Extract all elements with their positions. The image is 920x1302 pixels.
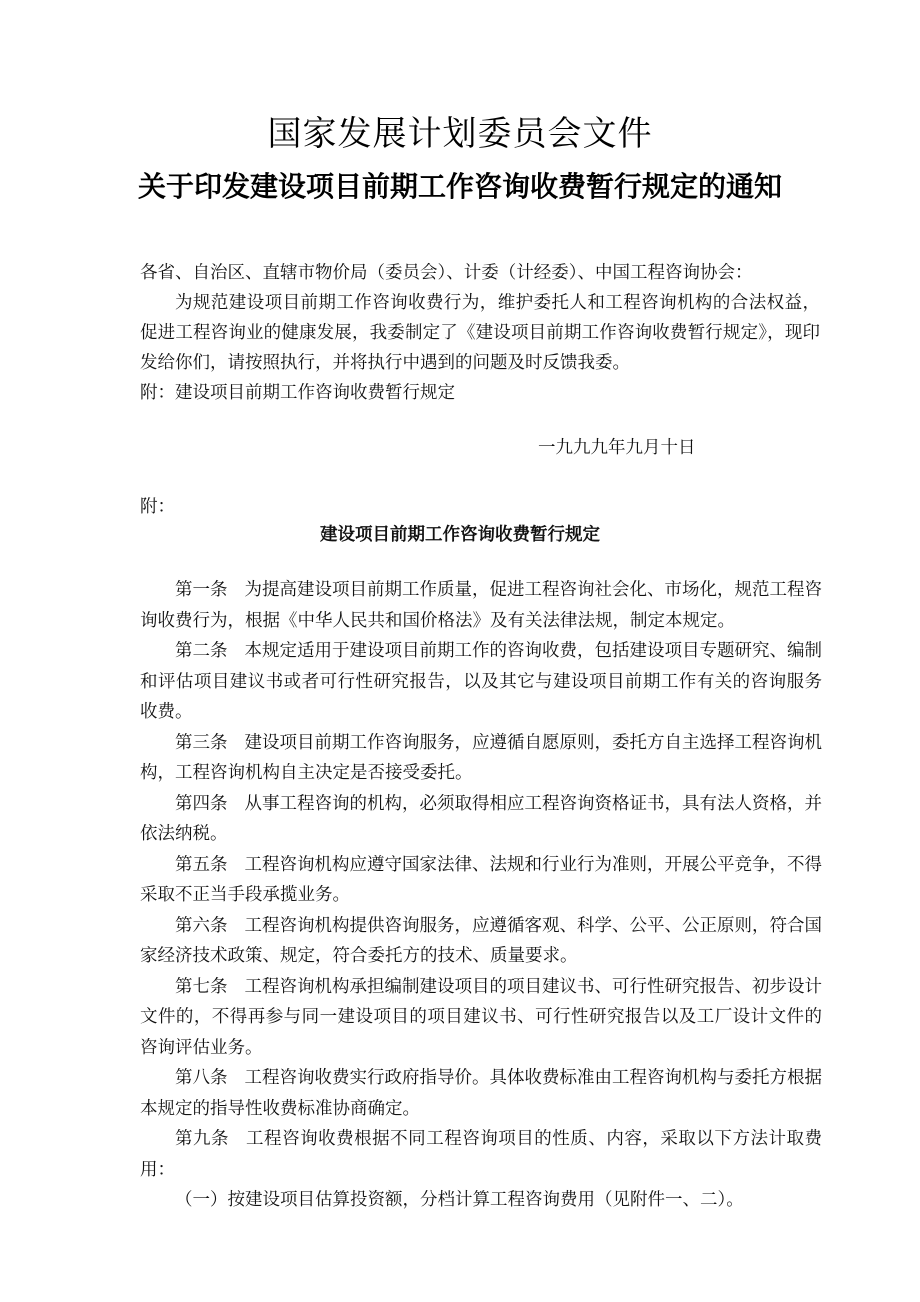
article-number: 第二条 bbox=[175, 641, 228, 661]
article-item: （一）按建设项目估算投资额，分档计算工程咨询费用（见附件一、二）。 bbox=[175, 1190, 744, 1210]
article-text: 为提高建设项目前期工作质量，促进工程咨询社会化、市场化，规范工程咨询收费行为，根据《中华人民共和国价格法》及有关法律法规，制定本规定。 bbox=[140, 580, 822, 631]
article-text: 工程咨询机构提供咨询服务，应遵循客观、科学、公平、公正原则，符合国家经济技术政策、规定，符合委托方的技术、质量要求。 bbox=[140, 915, 822, 966]
issue-date: 一九九九年九月十日 bbox=[538, 438, 696, 458]
article bbox=[140, 636, 822, 728]
article bbox=[140, 972, 822, 1064]
article-number: 第九条 bbox=[175, 1129, 230, 1149]
article-text: 工程咨询收费实行政府指导价。具体收费标准由工程咨询机构与委托方根据本规定的指导性收费标准协商确定。 bbox=[140, 1068, 822, 1119]
article-number: 第八条 bbox=[175, 1068, 228, 1088]
attachment-line: 附：建设项目前期工作咨询收费暂行规定 bbox=[140, 383, 455, 403]
article bbox=[140, 789, 822, 850]
article-text: 工程咨询收费根据不同工程咨询项目的性质、内容，采取以下方法计取费用： bbox=[140, 1129, 823, 1180]
appendix-label: 附： bbox=[140, 497, 175, 517]
article bbox=[140, 728, 822, 789]
article-number: 第七条 bbox=[175, 976, 228, 997]
article-number: 第四条 bbox=[175, 793, 228, 814]
document-subtitle: 关于印发建设项目前期工作咨询收费暂行规定的通知 bbox=[137, 170, 782, 203]
article bbox=[140, 1063, 822, 1124]
article bbox=[140, 850, 822, 911]
article bbox=[140, 575, 822, 636]
document-title: 国家发展计划委员会文件 bbox=[267, 114, 653, 154]
article-text: 工程咨询机构承担编制建设项目的项目建议书、可行性研究报告、初步设计文件的，不得再参与同一建设项目的项目建议书、可行性研究报告以及工厂设计文件的咨询评估业务。 bbox=[140, 976, 822, 1058]
addressee: 各省、自治区、直辖市物价局（委员会）、计委（计经委）、中国工程咨询协会： bbox=[140, 263, 753, 283]
article bbox=[140, 911, 822, 972]
article-text: 本规定适用于建设项目前期工作的咨询收费，包括建设项目专题研究、编制和评估项目建议书或者可行性研究报告，以及其它与建设项目前期工作有关的咨询服务收费。 bbox=[140, 641, 822, 722]
article-number: 第三条 bbox=[175, 732, 228, 753]
article-text: 工程咨询机构应遵守国家法律、法规和行业行为准则，开展公平竞争，不得采取不正当手段承揽业务。 bbox=[140, 854, 822, 905]
article-text: 建设项目前期工作咨询服务，应遵循自愿原则，委托方自主选择工程咨询机构，工程咨询机构自主决定是否接受委托。 bbox=[140, 732, 822, 783]
articles-section bbox=[140, 575, 822, 1216]
article-number: 第六条 bbox=[175, 915, 228, 936]
article-text: 从事工程咨询的机构，必须取得相应工程咨询资格证书，具有法人资格，并依法纳税。 bbox=[140, 793, 822, 844]
article-number: 第一条 bbox=[175, 580, 228, 600]
article bbox=[140, 1124, 822, 1185]
article-number: 第五条 bbox=[175, 854, 228, 875]
intro-paragraph: 为规范建设项目前期工作咨询收费行为，维护委托人和工程咨询机构的合法权益，促进工程咨询业的健康发展，我委制定了《建设项目前期工作咨询收费暂行规定》，现印发给你们，请按照执行，并将执行中遇到的问题及时反馈我委。 bbox=[140, 293, 820, 373]
regulation-title: 建设项目前期工作咨询收费暂行规定 bbox=[320, 525, 600, 545]
